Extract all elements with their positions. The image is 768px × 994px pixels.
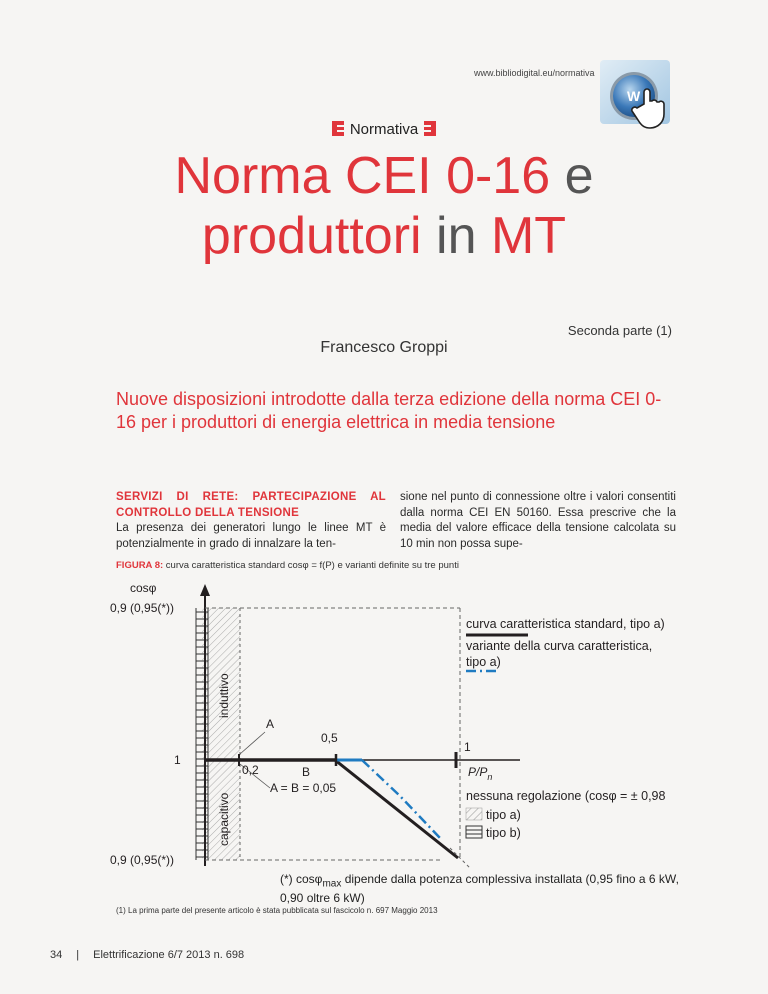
- leader-a: [240, 732, 265, 754]
- title-part-3: produttori: [201, 207, 422, 265]
- body-column-left: [116, 490, 386, 552]
- body-column-right: [400, 490, 676, 552]
- a-equals-b-label: A = B = 0,05: [270, 781, 337, 795]
- body-text-right: sione nel punto di connessione oltre i valori consentiti dalla norma CEI EN 50160. Essa prescrive che la media del valore efficace della tensione calcolata su 10 min non possa supe-: [400, 491, 676, 550]
- legend-variant-line2: tipo a): [466, 655, 501, 669]
- part-note: Seconda parte (1): [567, 323, 672, 338]
- website-url[interactable]: www.bibliodigital.eu/normativa: [474, 68, 595, 78]
- note-sub: max: [322, 878, 342, 890]
- section-tag: [0, 121, 768, 138]
- page-number: 34: [50, 949, 63, 961]
- title-part-5: MT: [490, 207, 567, 265]
- footer-divider: |: [76, 949, 80, 961]
- section-mark-right-icon: [424, 121, 436, 136]
- title-part-2: e: [564, 147, 594, 205]
- figure-label: FIGURA 8:: [116, 560, 164, 571]
- point-a-label: A: [266, 717, 275, 731]
- section-label: Normativa: [349, 121, 419, 138]
- series-standard-slope: [335, 760, 458, 858]
- legend-tipo-b-swatch: [466, 826, 482, 838]
- legend-tipo-a: tipo a): [486, 808, 521, 822]
- zone-inductive-label: induttivo: [217, 673, 231, 718]
- section-heading: SERVIZI DI RETE: PARTECIPAZIONE AL CONTROLLO DELLA TENSIONE: [116, 491, 386, 519]
- y-tick-bottom: 0,9 (0,95(*)): [110, 853, 175, 867]
- figure-note: [280, 872, 680, 906]
- svg-text:W: W: [627, 88, 641, 104]
- body-text-left: La presenza dei generatori lungo le linee MT è potenzialmente in grado di innalzare la ten-: [116, 522, 386, 550]
- legend-standard: curva caratteristica standard, tipo a): [466, 617, 665, 631]
- x-tick-1: 1: [464, 740, 471, 754]
- x-tick-05: 0,5: [321, 731, 338, 745]
- x-tick-02: 0,2: [242, 763, 259, 777]
- y-axis-arrow-icon: [200, 584, 210, 596]
- article-footnote: (1) La prima parte del presente articolo è stata pubblicata sul fascicolo n. 697 Maggio 2013: [116, 906, 438, 915]
- legend-tipo-b: tipo b): [486, 826, 521, 840]
- legend-tipo-a-swatch: [466, 808, 482, 820]
- article-title: [0, 146, 768, 266]
- zone-capacitive-label: capacitivo: [217, 792, 231, 846]
- figure-caption: [116, 560, 459, 571]
- y-tick-top: 0,9 (0,95(*)): [110, 601, 175, 615]
- lead-paragraph: Nuove disposizioni introdotte dalla terza edizione della norma CEI 0-16 per i produttori di energia elettrica in media tensione: [116, 389, 662, 432]
- series-variant-slope: [362, 760, 440, 838]
- y-tick-one: 1: [174, 753, 181, 767]
- note-cos: (*) cosφ: [280, 872, 323, 886]
- x-axis-label: $P/P_n$: [468, 765, 493, 782]
- figure-caption-text: curva caratteristica standard cosφ = f(P) e varianti definite su tre punti: [165, 560, 459, 571]
- title-part-1: Norma CEI 0-16: [174, 147, 551, 205]
- title-part-4: in: [436, 207, 477, 265]
- section-mark-left-icon: [332, 121, 344, 136]
- y-axis-label: cosφ: [130, 581, 157, 595]
- note-rest: dipende dalla potenza complessiva installata (0,95 fino a 6 kW, 0,90 oltre 6 kW): [280, 872, 679, 906]
- point-b-label: B: [302, 765, 311, 779]
- legend-no-regulation: nessuna regolazione (cosφ = ± 0,98: [466, 789, 666, 803]
- author: Francesco Groppi: [320, 339, 448, 356]
- legend-variant-line1: variante della curva caratteristica,: [466, 639, 653, 653]
- journal-name: Elettrificazione 6/7 2013 n. 698: [93, 949, 245, 961]
- page-footer: [50, 949, 244, 961]
- series-c-extension: [450, 848, 472, 868]
- cosphi-chart: [100, 578, 700, 868]
